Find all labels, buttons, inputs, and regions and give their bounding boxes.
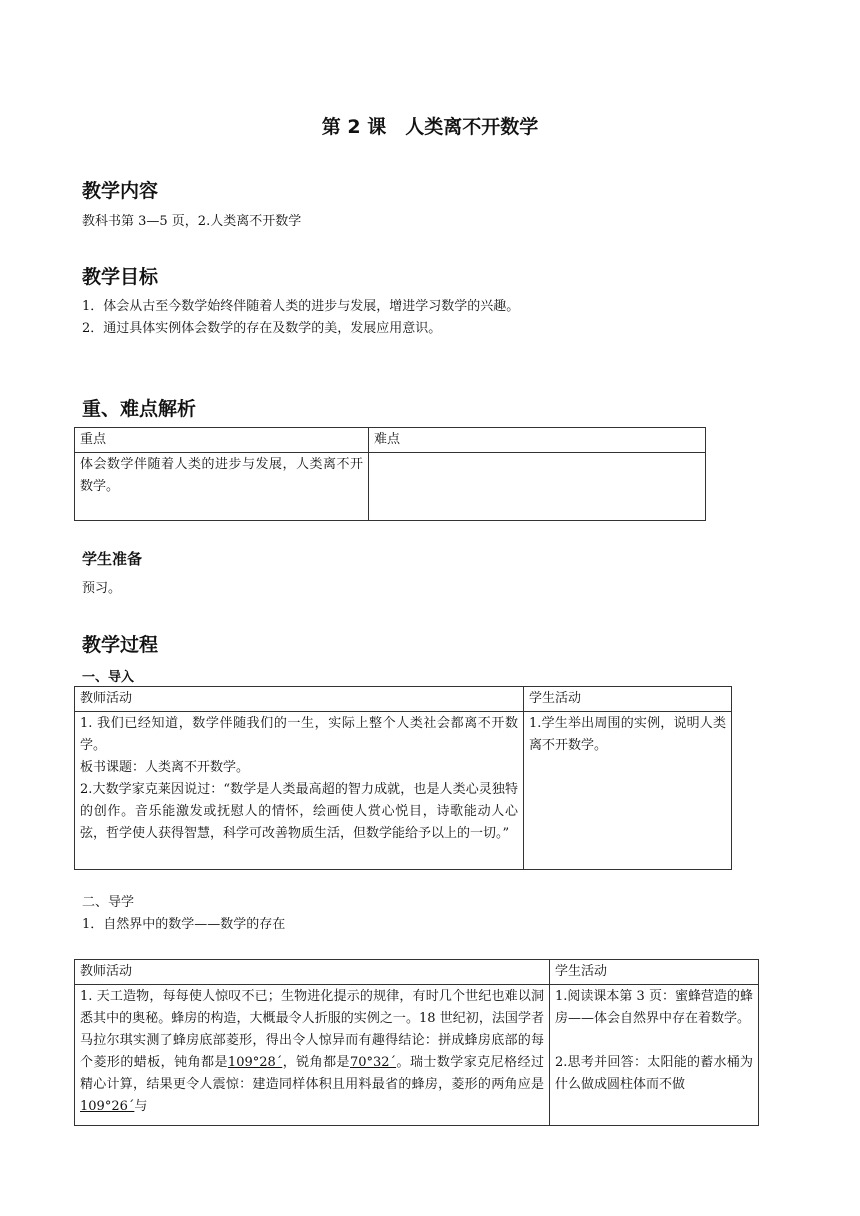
guide-table <box>74 959 759 1126</box>
goal-item-1: 1．体会从古至今数学始终伴随着人类的进步与发展，增进学习数学的兴趣。 <box>82 299 520 314</box>
guide-student-header: 学生活动 <box>550 960 759 985</box>
prep-text: 预习。 <box>82 581 122 596</box>
obtuse-angle-measured: 109°28´ <box>227 1055 283 1070</box>
intro-heading: 一、导入 <box>82 670 135 685</box>
guide-teacher-part-2: ，锐角都是 <box>282 1055 350 1070</box>
section-heading-process: 教学过程 <box>82 634 159 656</box>
guide-teacher-part-1: 1. 天工造物，每每使人惊叹不已；生物进化提示的规律，有时几个世纪也难以洞悉其中的奥秘。蜂房的构造，大概最令人折服的实例之一。18 世纪初，法国学者马拉尔琪实测了蜂房底部菱形，得出令人惊异而有趣得结论：拼成蜂房底部的每个菱形的蜡板，钝角都是 <box>80 989 544 1070</box>
intro-teacher-activity <box>75 712 524 870</box>
acute-angle-measured: 70°32´ <box>349 1055 397 1070</box>
key-points-difficult-text <box>369 453 706 521</box>
section-heading-goals: 教学目标 <box>82 266 159 288</box>
key-points-header-difficult: 难点 <box>369 428 706 453</box>
guide-heading: 二、导学 <box>82 895 135 910</box>
intro-student-header: 学生活动 <box>524 687 732 712</box>
intro-student-activity: 1.学生举出周围的实例，说明人类离不开数学。 <box>524 712 732 870</box>
guide-student-activity <box>550 985 759 1126</box>
guide-teacher-part-3: 。瑞士数学家克尼格经过精心计算，结果更令人震惊：建造同样体积且用料最省的蜂房，菱形的两角应是 <box>80 1055 544 1092</box>
guide-subheading: 1．自然界中的数学——数学的存在 <box>82 917 286 932</box>
intro-teacher-line-3: 2.大数学家克莱因说过：“数学是人类最高超的智力成就，也是人类心灵独特的创作。音乐能激发或抚慰人的情怀，绘画使人赏心悦目，诗歌能动人心弦，哲学使人获得智慧，科学可改善物质生活，但数学能给予以上的一切。” <box>80 782 518 841</box>
guide-teacher-activity <box>75 985 550 1126</box>
key-points-table <box>74 427 706 521</box>
page-title: 第 2 课 人类离不开数学 <box>321 116 539 138</box>
content-text: 教科书第 3—5 页，2.人类离不开数学 <box>82 214 302 229</box>
key-points-key-text: 体会数学伴随着人类的进步与发展，人类离不开数学。 <box>75 453 369 521</box>
guide-teacher-header: 教师活动 <box>75 960 550 985</box>
intro-teacher-line-2: 板书课题：人类离不开数学。 <box>80 760 250 775</box>
goal-item-2: 2．通过具体实例体会数学的存在及数学的美，发展应用意识。 <box>82 321 442 336</box>
section-heading-content: 教学内容 <box>82 180 159 202</box>
guide-teacher-part-4: 与 <box>134 1099 148 1114</box>
intro-table <box>74 686 732 870</box>
section-heading-prep: 学生准备 <box>82 550 143 568</box>
section-heading-key-points: 重、难点解析 <box>82 398 197 420</box>
guide-student-item-2: 2.思考并回答：太阳能的蓄水桶为什么做成圆柱体而不做 <box>555 1055 753 1092</box>
intro-teacher-header: 教师活动 <box>75 687 524 712</box>
guide-student-item-1: 1.阅读课本第 3 页：蜜蜂营造的蜂房——体会自然界中存在着数学。 <box>555 989 753 1026</box>
intro-teacher-line-1: 1. 我们已经知道，数学伴随我们的一生，实际上整个人类社会都离不开数学。 <box>80 716 518 753</box>
obtuse-angle-calculated: 109°26´ <box>80 1099 135 1114</box>
key-points-header-key: 重点 <box>75 428 369 453</box>
